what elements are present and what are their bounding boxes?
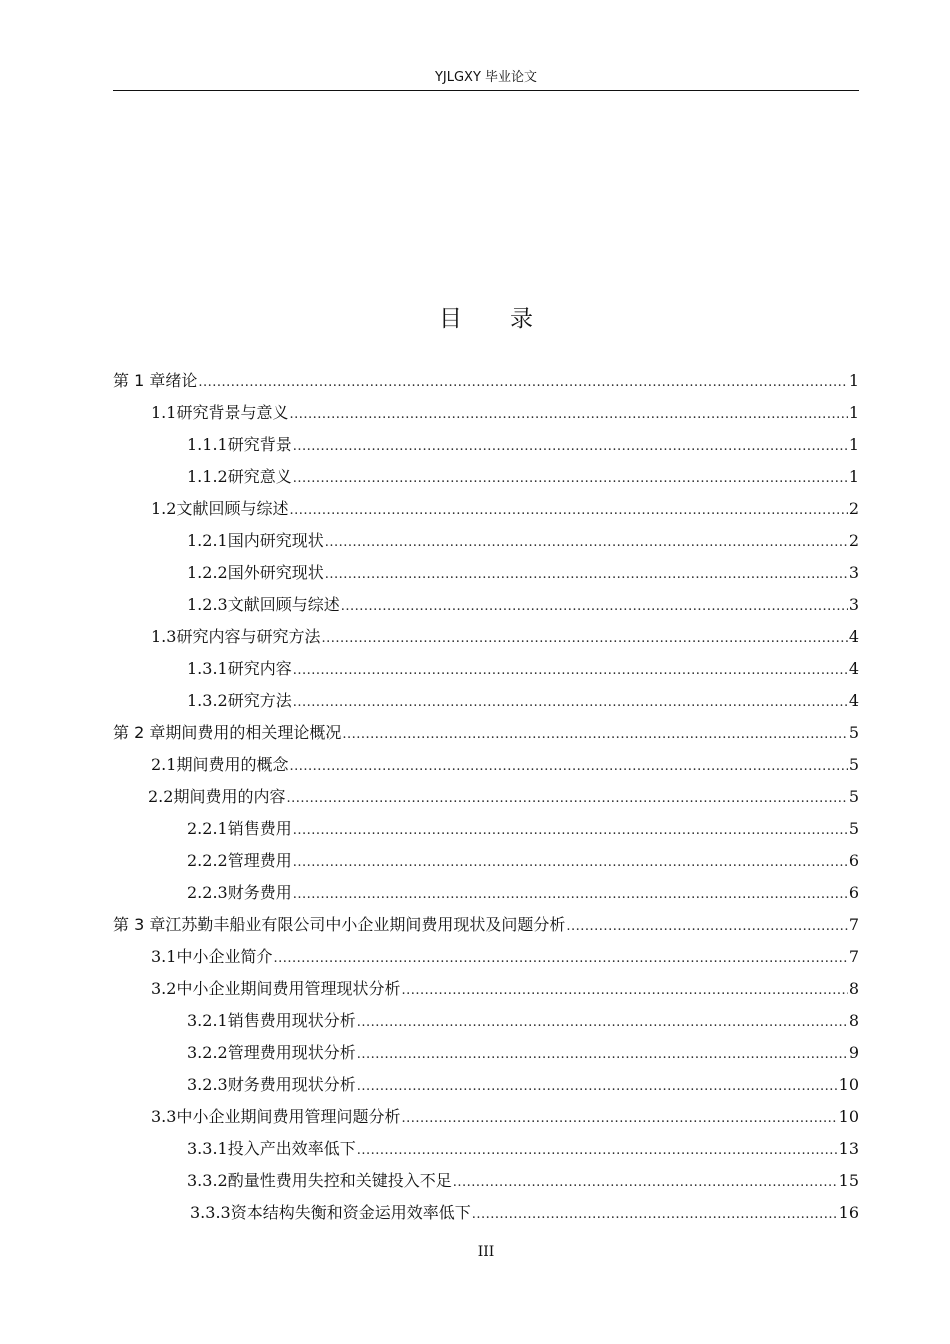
- toc-entry-page: 8: [848, 1011, 859, 1030]
- toc-entry-page: 1: [848, 403, 859, 422]
- toc-entry-label: 研究意义: [227, 467, 292, 486]
- toc-entry-page: 1: [848, 435, 859, 454]
- toc-entry-number: 3.3.3: [190, 1203, 231, 1222]
- toc-dot-leader: [566, 911, 847, 943]
- toc-dot-leader: [325, 527, 848, 559]
- toc-dot-leader: [357, 1039, 848, 1071]
- toc-entry-page: 7: [848, 947, 859, 966]
- toc-dot-leader: [321, 623, 847, 655]
- toc-entry[interactable]: [113, 397, 859, 429]
- toc-entry[interactable]: [113, 1005, 859, 1037]
- toc-entry-number: 2.1: [151, 755, 177, 774]
- toc-entry-page: 3: [848, 595, 859, 614]
- toc-entry-label: 绪论: [165, 371, 198, 390]
- toc-dot-leader: [472, 1199, 838, 1231]
- toc-entry-page: 1: [848, 371, 859, 390]
- toc-entry[interactable]: [113, 1197, 859, 1229]
- toc-entry[interactable]: [113, 493, 859, 525]
- toc-entry-page: 5: [848, 787, 859, 806]
- toc-entry[interactable]: [113, 1165, 859, 1197]
- toc-entry-page: 5: [848, 755, 859, 774]
- toc-entry-label: 资本结构失衡和资金运用效率低下: [230, 1203, 471, 1222]
- toc-entry-number: 1.3.2: [187, 691, 228, 710]
- toc-entry-page: 2: [848, 531, 859, 550]
- toc-entry-number: 3.3: [151, 1107, 177, 1126]
- toc-entry-number: 3.2: [151, 979, 177, 998]
- table-of-contents: [113, 365, 859, 1229]
- toc-entry[interactable]: [113, 429, 859, 461]
- toc-dot-leader: [273, 943, 847, 975]
- toc-entry[interactable]: [113, 653, 859, 685]
- toc-entry-page: 10: [838, 1107, 859, 1126]
- toc-entry-number: 3.3.2: [187, 1171, 228, 1190]
- toc-entry-number: 2.2.3: [187, 883, 228, 902]
- toc-entry-page: 7: [848, 915, 859, 934]
- toc-entry-number: 第 1 章: [113, 371, 166, 390]
- toc-entry[interactable]: [113, 1069, 859, 1101]
- toc-entry-page: 6: [848, 851, 859, 870]
- toc-dot-leader: [357, 1071, 838, 1103]
- toc-entry-label: 文献回顾与综述: [176, 499, 289, 518]
- toc-entry[interactable]: [113, 845, 859, 877]
- toc-dot-leader: [293, 463, 848, 495]
- toc-dot-leader: [293, 687, 848, 719]
- toc-entry-page: 15: [838, 1171, 859, 1190]
- toc-entry-label: 期间费用的内容: [173, 787, 286, 806]
- toc-entry-label: 研究内容与研究方法: [176, 627, 321, 646]
- page-header: YJLGXY 毕业论文: [434, 70, 538, 85]
- toc-entry[interactable]: [113, 557, 859, 589]
- toc-entry[interactable]: [113, 749, 859, 781]
- toc-dot-leader: [453, 1167, 838, 1199]
- toc-entry-label: 期间费用的相关理论概况: [165, 723, 342, 742]
- toc-entry-page: 8: [848, 979, 859, 998]
- toc-entry-page: 4: [848, 691, 859, 710]
- toc-entry-number: 3.3.1: [187, 1139, 228, 1158]
- toc-entry-number: 1.1: [151, 403, 177, 422]
- toc-entry[interactable]: [113, 589, 859, 621]
- header-rule: [113, 90, 859, 91]
- toc-entry-number: 1.3: [151, 627, 177, 646]
- toc-entry-page: 10: [838, 1075, 859, 1094]
- toc-dot-leader: [293, 815, 848, 847]
- toc-dot-leader: [286, 783, 847, 815]
- toc-title-char-1: 目: [439, 306, 462, 332]
- toc-dot-leader: [289, 751, 847, 783]
- toc-entry-page: 2: [848, 499, 859, 518]
- toc-entry-label: 销售费用: [227, 819, 292, 838]
- toc-entry-label: 研究背景: [227, 435, 292, 454]
- toc-entry-number: 3.2.2: [187, 1043, 228, 1062]
- toc-entry-page: 4: [848, 627, 859, 646]
- toc-entry-page: 4: [848, 659, 859, 678]
- toc-entry-label: 财务费用现状分析: [227, 1075, 356, 1094]
- toc-title-char-2: 录: [510, 306, 533, 332]
- toc-entry[interactable]: [113, 909, 859, 941]
- toc-entry[interactable]: [113, 525, 859, 557]
- toc-entry-number: 1.2.1: [187, 531, 228, 550]
- toc-dot-leader: [341, 591, 848, 623]
- toc-entry-label: 酌量性费用失控和关键投入不足: [227, 1171, 452, 1190]
- toc-entry-page: 13: [838, 1139, 859, 1158]
- toc-dot-leader: [325, 559, 848, 591]
- toc-entry-page: 5: [848, 819, 859, 838]
- toc-entry-label: 研究背景与意义: [176, 403, 289, 422]
- toc-dot-leader: [289, 399, 847, 431]
- toc-entry-page: 9: [848, 1043, 859, 1062]
- toc-entry-label: 研究方法: [227, 691, 292, 710]
- toc-title: [113, 300, 859, 333]
- toc-entry[interactable]: [113, 941, 859, 973]
- toc-entry-number: 2.2.2: [187, 851, 228, 870]
- toc-entry-number: 3.2.3: [187, 1075, 228, 1094]
- toc-entry[interactable]: [113, 621, 859, 653]
- toc-entry-page: 3: [848, 563, 859, 582]
- toc-dot-leader: [293, 655, 848, 687]
- toc-entry-number: 第 2 章: [113, 723, 166, 742]
- toc-entry-label: 文献回顾与综述: [227, 595, 340, 614]
- toc-entry[interactable]: [113, 1133, 859, 1165]
- toc-dot-leader: [289, 495, 847, 527]
- toc-entry-page: 6: [848, 883, 859, 902]
- toc-entry-number: 1.1.2: [187, 467, 228, 486]
- toc-entry-number: 3.2.1: [187, 1011, 228, 1030]
- toc-dot-leader: [357, 1135, 838, 1167]
- toc-entry-label: 销售费用现状分析: [227, 1011, 356, 1030]
- toc-entry[interactable]: [113, 685, 859, 717]
- toc-entry-label: 国外研究现状: [227, 563, 324, 582]
- toc-entry-label: 江苏勤丰船业有限公司中小企业期间费用现状及问题分析: [165, 915, 566, 934]
- toc-entry-label: 研究内容: [227, 659, 292, 678]
- toc-entry-number: 1.2: [151, 499, 177, 518]
- toc-dot-leader: [401, 975, 847, 1007]
- toc-entry[interactable]: [113, 365, 859, 397]
- toc-entry-number: 1.3.1: [187, 659, 228, 678]
- toc-dot-leader: [198, 367, 847, 399]
- toc-entry[interactable]: [113, 1037, 859, 1069]
- toc-entry-page: 5: [848, 723, 859, 742]
- toc-entry-number: 1.1.1: [187, 435, 228, 454]
- toc-entry-label: 投入产出效率低下: [227, 1139, 356, 1158]
- toc-dot-leader: [342, 719, 847, 751]
- toc-dot-leader: [357, 1007, 848, 1039]
- toc-entry-label: 管理费用: [227, 851, 292, 870]
- toc-dot-leader: [401, 1103, 837, 1135]
- toc-entry-number: 1.2.2: [187, 563, 228, 582]
- toc-entry-label: 财务费用: [227, 883, 292, 902]
- toc-entry-label: 期间费用的概念: [176, 755, 289, 774]
- page-number: III: [477, 1244, 495, 1260]
- toc-entry-number: 2.2.1: [187, 819, 228, 838]
- toc-entry-number: 1.2.3: [187, 595, 228, 614]
- toc-entry[interactable]: [113, 461, 859, 493]
- toc-entry[interactable]: [113, 813, 859, 845]
- toc-dot-leader: [293, 847, 848, 879]
- toc-dot-leader: [293, 879, 848, 911]
- toc-entry[interactable]: [113, 717, 859, 749]
- toc-entry-number: 2.2: [148, 787, 174, 806]
- toc-entry-label: 国内研究现状: [227, 531, 324, 550]
- toc-entry[interactable]: [113, 877, 859, 909]
- toc-entry[interactable]: [113, 1101, 859, 1133]
- toc-entry-number: 3.1: [151, 947, 177, 966]
- toc-entry-label: 管理费用现状分析: [227, 1043, 356, 1062]
- toc-entry-number: 第 3 章: [113, 915, 166, 934]
- toc-entry-label: 中小企业期间费用管理现状分析: [176, 979, 401, 998]
- toc-entry-page: 16: [838, 1203, 859, 1222]
- toc-entry[interactable]: [113, 781, 859, 813]
- toc-entry-page: 1: [848, 467, 859, 486]
- toc-dot-leader: [293, 431, 848, 463]
- toc-entry-label: 中小企业期间费用管理问题分析: [176, 1107, 401, 1126]
- toc-entry[interactable]: [113, 973, 859, 1005]
- toc-entry-label: 中小企业简介: [176, 947, 273, 966]
